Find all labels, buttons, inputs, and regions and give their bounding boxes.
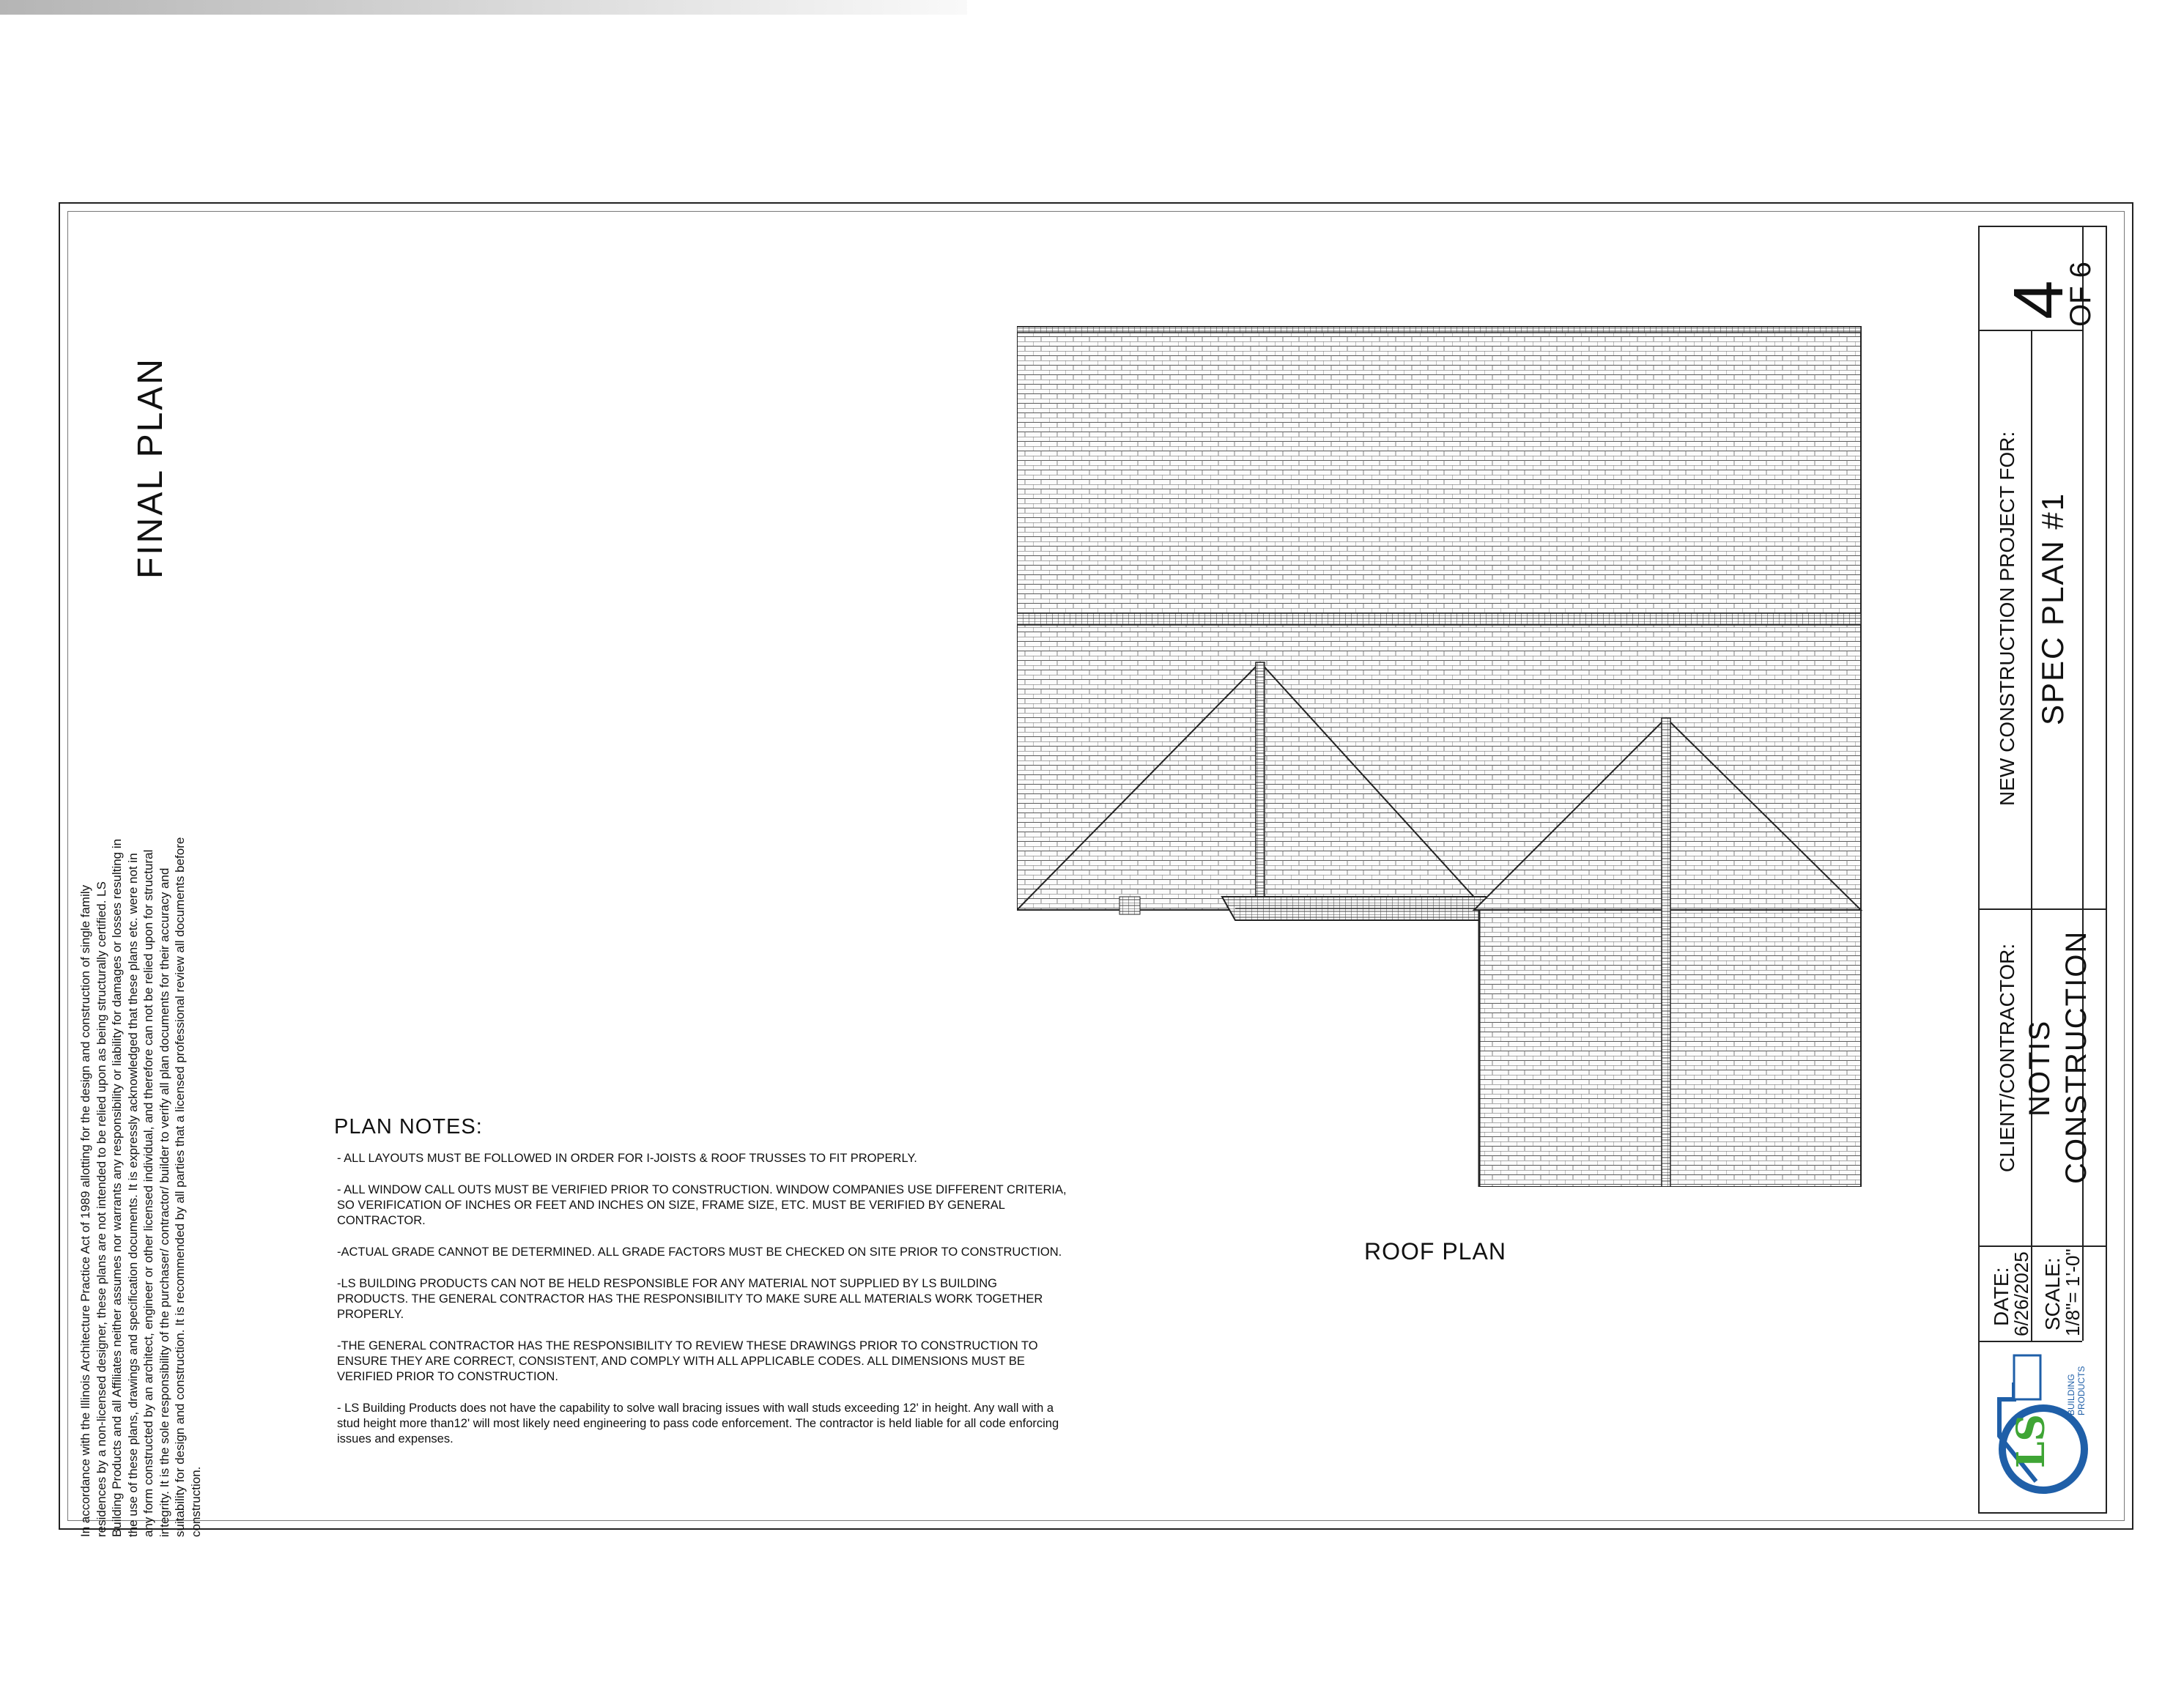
main-ridge	[1017, 613, 1861, 625]
sheet-of-total: OF 6	[2065, 262, 2097, 327]
plan-note: - ALL LAYOUTS MUST BE FOLLOWED IN ORDER FOR I-JOISTS & ROOF TRUSSES TO FIT PROPERLY.	[337, 1152, 917, 1165]
date-value: 6/26/2025	[2010, 1251, 2032, 1336]
main-roof-fascia	[1017, 327, 1861, 333]
date-label: DATE:	[1990, 1267, 2013, 1326]
plan-note: - LS Building Products does not have the capability to solve wall bracing issues with wall studs exceeding 12' in height. Any wall with a stud height more than12' will most likely need engineering to pass code enforcement. The contractor is held liable for all code enforcing issues and expenses.	[337, 1402, 1059, 1445]
plan-note: - ALL WINDOW CALL OUTS MUST BE VERIFIED PRIOR TO CONSTRUCTION. WINDOW COMPANIES USE DIFFERENT CRITERIA, SO VERIFICATION OF INCHES OR FEET AND INCHES ON SIZE, FRAME SIZE, ETC. MUST BE VERIFIED BY GENERAL CONTRACTOR.	[337, 1183, 1067, 1227]
logo-mark: LS	[2009, 1413, 2054, 1468]
left-small-vent	[1119, 897, 1140, 914]
title-block-divider	[1980, 1245, 2106, 1247]
logo-text-products: PRODUCTS	[2076, 1366, 2087, 1415]
plan-note: -LS BUILDING PRODUCTS CAN NOT BE HELD RESPONSIBLE FOR ANY MATERIAL NOT SUPPLIED BY LS BUILDING PRODUCTS. THE GENERAL CONTRACTOR HAS THE RESPONSIBILITY TO MAKE SURE ALL MATERIALS WORK TOGETHER PROPERLY.	[337, 1277, 1043, 1321]
final-plan-label: FINAL PLAN	[131, 357, 170, 579]
title-block	[1978, 226, 2107, 1514]
scale-value: 1/8"= 1'-0"	[2062, 1248, 2084, 1336]
project-label: NEW CONSTRUCTION PROJECT FOR:	[1996, 431, 2018, 806]
legal-disclaimer: In accordance with the Illinois Architecture Practice Act of 1989 allotting for the design and construction of single family residences by a non-licensed designer, these plans are not intended to be relied upon as being structurally certified. LS Building Products and all Affiliates neither assumes nor warrants any responsibility or liability for damages or losses resulting in the use of these plans, drawings and specification documents. It is expressly acknowledged that these plans etc. were not in any form constructed by an architect, engineer or other licensed individual, and therefore can not be relied upon for structural integrity. It is the sole responsibility of the purchaser/ contractor/ builder to verify all plan documents for their accuracy and suitability for design and construction. It is recommended by all parties that a licensed professional review all documents before construction.	[78, 837, 203, 1537]
scale-label: SCALE:	[2041, 1257, 2064, 1330]
client-name-line2: CONSTRUCTION	[2060, 930, 2092, 1184]
client-label: CLIENT/CONTRACTOR:	[1996, 943, 2018, 1172]
plan-notes-heading: PLAN NOTES:	[334, 1115, 483, 1139]
roof-plan-drawing	[1017, 322, 1867, 1187]
ls-building-products-logo	[1984, 1348, 2103, 1509]
right-gable-ridge	[1662, 718, 1670, 1187]
plan-notes	[334, 1115, 1067, 1463]
logo-text-building: BUILDING	[2066, 1374, 2076, 1415]
plan-note: -THE GENERAL CONTRACTOR HAS THE RESPONSIBILITY TO REVIEW THESE DRAWINGS PRIOR TO CONSTRUCTION TO ENSURE THEY ARE CORRECT, CONSISTENT, AND COMPLY WITH ALL APPLICABLE CODES. ALL DIMENSIONS MUST BE VERIFIED PRIOR TO CONSTRUCTION.	[337, 1339, 1038, 1383]
sheet-number: 4	[1999, 280, 2078, 319]
scan-edge-mark	[0, 0, 967, 15]
title-block-divider	[1980, 908, 2106, 910]
client-name-line1: NOTIS	[2024, 1019, 2056, 1117]
title-block-divider	[1980, 1341, 2082, 1342]
plan-note: -ACTUAL GRADE CANNOT BE DETERMINED. ALL GRADE FACTORS MUST BE CHECKED ON SITE PRIOR TO CONSTRUCTION.	[337, 1245, 1062, 1259]
left-gable-ridge	[1256, 662, 1265, 910]
project-name: SPEC PLAN #1	[2035, 492, 2070, 725]
roof-plan-title: ROOF PLAN	[1364, 1238, 1506, 1265]
